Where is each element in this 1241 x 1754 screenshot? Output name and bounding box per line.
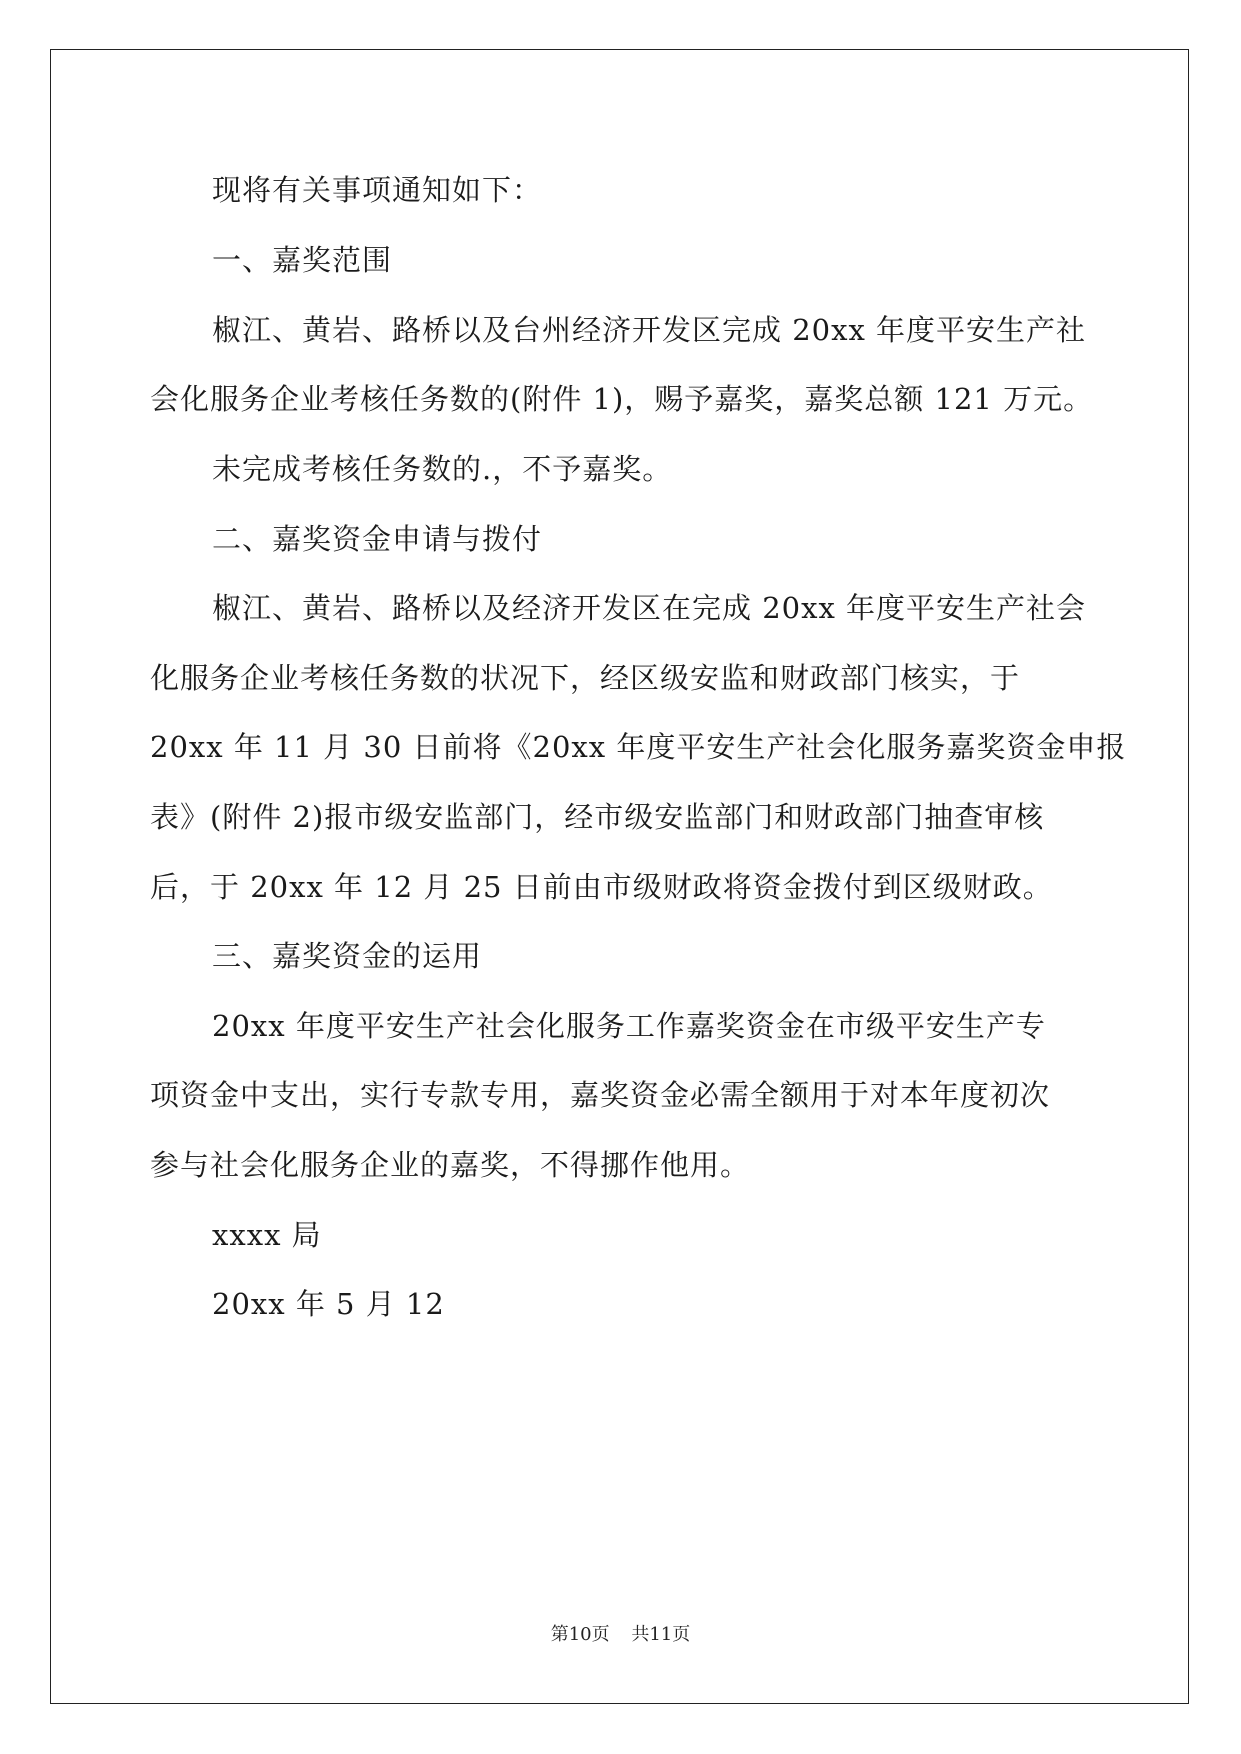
doc-line: 表》(附件 2)报市级安监部门，经市级安监部门和财政部门抽查审核 [150,800,1045,834]
page-number-current: 第10页 [550,1624,610,1645]
doc-line: 化服务企业考核任务数的状况下，经区级安监和财政部门核实，于 [150,661,1021,695]
doc-line: 现将有关事项通知如下： [212,173,543,207]
doc-line: 三、嘉奖资金的运用 [212,939,483,973]
doc-line: 项资金中支出，实行专款专用，嘉奖资金必需全额用于对本年度初次 [150,1078,1051,1112]
page-number-total: 共11页 [631,1624,691,1645]
doc-line: 椒江、黄岩、路桥以及台州经济开发区完成 20xx 年度平安生产社 [212,313,1087,347]
doc-line: 椒江、黄岩、路桥以及经济开发区在完成 20xx 年度平安生产社会 [212,591,1087,625]
page-footer [0,1620,1241,1646]
doc-line: 后，于 20xx 年 12 月 25 日前由市级财政将资金拨付到区级财政。 [150,870,1053,904]
doc-line: 20xx 年 11 月 30 日前将《20xx 年度平安生产社会化服务嘉奖资金申报 [150,730,1127,764]
signature-org: xxxx 局 [212,1218,322,1252]
doc-line: 20xx 年度平安生产社会化服务工作嘉奖资金在市级平安生产专 [212,1009,1046,1043]
signature-date: 20xx 年 5 月 12 [212,1287,445,1321]
doc-line: 未完成考核任务数的.，不予嘉奖。 [212,452,673,486]
doc-line: 会化服务企业考核任务数的(附件 1)，赐予嘉奖，嘉奖总额 121 万元。 [150,382,1094,416]
doc-line: 二、嘉奖资金申请与拨付 [212,522,543,556]
doc-line: 参与社会化服务企业的嘉奖，不得挪作他用。 [150,1148,751,1182]
doc-line: 一、嘉奖范围 [212,243,393,277]
